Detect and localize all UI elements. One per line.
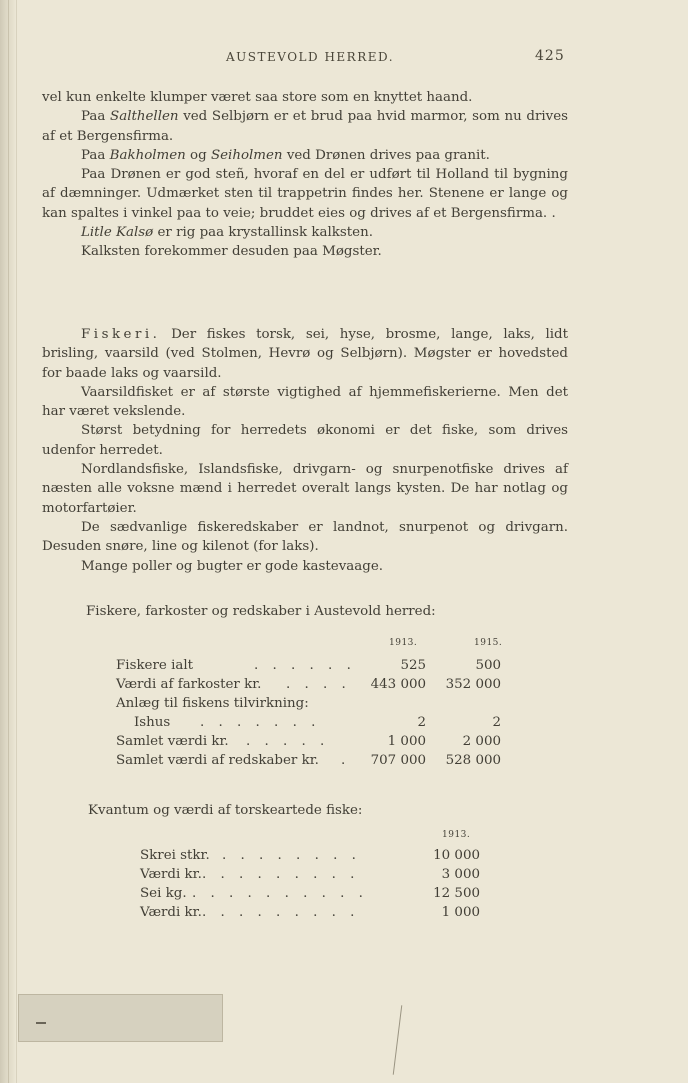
- paragraph-text: ved Drønen drives paa granit.: [282, 147, 490, 163]
- value-1913: 1 000: [387, 734, 426, 749]
- minerals-paragraph: [42, 223, 568, 242]
- table2-row: [140, 905, 485, 924]
- leader-dots: . . . . .: [246, 734, 330, 749]
- value-1915: 500: [475, 658, 501, 673]
- value-1913: 525: [400, 658, 426, 673]
- paragraph-text: vel kun enkelte klumper været saa store som en knyttet haand.: [42, 90, 473, 105]
- value-1915: 2 000: [462, 734, 501, 749]
- leader-dots: . . . . . . .: [200, 715, 321, 730]
- place-name: Bakholmen: [109, 147, 186, 163]
- paragraph-text: Paa: [81, 147, 110, 163]
- table2-row: [140, 886, 485, 905]
- paragraph-text: Der fiskes torsk, sei, hyse, brosme, lange, laks, lidt brisling, vaarsild (ved Stolmen, Hevrø og Selbjørn). Møgster er hovedsted for baade laks og vaarsild.: [42, 327, 568, 381]
- pencil-stroke: [393, 1005, 403, 1075]
- row-label: Værdi af farkoster kr.: [116, 677, 262, 692]
- table1-title: Fiskere, farkoster og redskaber i Austevold herred:: [86, 604, 436, 619]
- minerals-paragraph: [42, 242, 568, 261]
- value-1913: 12 500: [433, 886, 480, 901]
- paragraph-text: Størst betydning for herredets økonomi er det fiske, som drives udenfor herredet.: [42, 423, 568, 458]
- table1-row: [116, 734, 506, 753]
- place-name: Litle Kalsø: [81, 225, 154, 241]
- value-1913: 2: [417, 715, 426, 730]
- fishing-paragraph: [42, 460, 568, 518]
- place-name: Salthellen: [110, 109, 179, 125]
- paragraph-text: Kalksten forekommer desuden paa Møgster.: [81, 244, 382, 260]
- fishing-paragraph: [42, 421, 568, 460]
- minerals-paragraph: [42, 88, 568, 107]
- row-label: Ishus: [134, 715, 171, 730]
- row-label: Sei kg.: [140, 886, 187, 901]
- value-1915: 2: [492, 715, 501, 730]
- table1-year-1913: 1913.: [389, 638, 418, 648]
- paragraph-text: ved Selbjørn er et brud paa hvid marmor, som nu drives af et Bergensfirma.: [42, 109, 568, 144]
- value-1913: 3 000: [441, 867, 480, 882]
- paragraph-text: Paa: [81, 109, 111, 125]
- paragraph-text: er rig paa krystallinsk kalksten.: [153, 225, 373, 241]
- leader-dots: . . . . . . . .: [222, 848, 361, 863]
- minerals-paragraph: [42, 146, 568, 165]
- fishing-section: [42, 325, 568, 576]
- ink-mark: [36, 1022, 46, 1024]
- row-label: Anlæg til fiskens tilvirkning:: [116, 696, 309, 711]
- row-label: Værdi kr.: [140, 905, 202, 920]
- value-1913: 707 000: [370, 753, 426, 768]
- cod-catch-table: [140, 830, 485, 930]
- leader-dots: .: [341, 753, 351, 768]
- fishing-paragraph: [42, 557, 568, 576]
- section-heading: Fiskeri.: [81, 327, 161, 342]
- table2-title: Kvantum og værdi af torskeartede fiske:: [88, 803, 363, 818]
- leader-dots: . . . . . . . . .: [202, 905, 360, 920]
- row-label: Fiskere ialt: [116, 658, 193, 673]
- paragraph-text: Vaarsildfisket er af største vigtighed af hjemmefiskerierne. Men det har været vekslende.: [42, 384, 568, 420]
- minerals-section: [42, 88, 568, 262]
- paragraph-text: Paa Drønen er god steñ, hvoraf en del er udført til Holland til bygning af dæmninger. Udmærket sten til trappetrin findes her. Stenene er lange og kan spaltes i vinkel paa to veie; bruddet eies og drives af et Bergensfirma. .: [42, 167, 568, 221]
- table1-row: [116, 658, 506, 677]
- row-label: Samlet værdi af redskaber kr.: [116, 753, 319, 768]
- minerals-paragraph: [42, 107, 568, 146]
- table2-row: [140, 848, 485, 867]
- paragraph-text: Nordlandsfiske, Islandsfiske, drivgarn- og snurpenotfiske drives af næsten alle voksne mænd i herredet overalt langs kysten. De har notlag og motorfartøier.: [42, 462, 568, 516]
- value-1915: 352 000: [445, 677, 501, 692]
- page-number: 425: [535, 48, 565, 64]
- row-label: Samlet værdi kr.: [116, 734, 229, 749]
- table2-row: [140, 867, 485, 886]
- value-1913: 10 000: [433, 848, 480, 863]
- table1-row: [116, 677, 506, 696]
- value-1913: 443 000: [370, 677, 426, 692]
- table1-row: [116, 696, 506, 715]
- table2-year-1913: 1913.: [442, 830, 471, 840]
- row-label: Værdi kr.: [140, 867, 202, 882]
- table1-year-1915: 1915.: [474, 638, 503, 648]
- fishers-table: [116, 638, 506, 778]
- leader-dots: . . . . . . . . .: [202, 867, 360, 882]
- fishing-paragraph: [42, 325, 568, 383]
- paragraph-text: og: [185, 147, 211, 163]
- fishing-paragraph: [42, 518, 568, 557]
- paragraph-text: Mange poller og bugter er gode kastevaage.: [81, 558, 384, 574]
- leader-dots: . . . .: [286, 677, 351, 692]
- header-title: AUSTEVOLD HERRED.: [226, 50, 395, 64]
- leader-dots: . . . . . . . . . .: [192, 886, 368, 901]
- paragraph-text: De sædvanlige fiskeredskaber er landnot, snurpenot og drivgarn. Desuden snøre, line og kilenot (for laks).: [42, 519, 568, 555]
- place-name: Seiholmen: [210, 147, 283, 163]
- library-label-strip: [18, 994, 223, 1042]
- table1-row: [116, 753, 506, 772]
- fishing-paragraph: [42, 383, 568, 422]
- value-1915: 528 000: [445, 753, 501, 768]
- leader-dots: . . . . . .: [254, 658, 356, 673]
- row-label: Skrei stkr.: [140, 848, 210, 863]
- table1-row: [116, 715, 506, 734]
- minerals-paragraph: [42, 165, 568, 223]
- value-1913: 1 000: [441, 905, 480, 920]
